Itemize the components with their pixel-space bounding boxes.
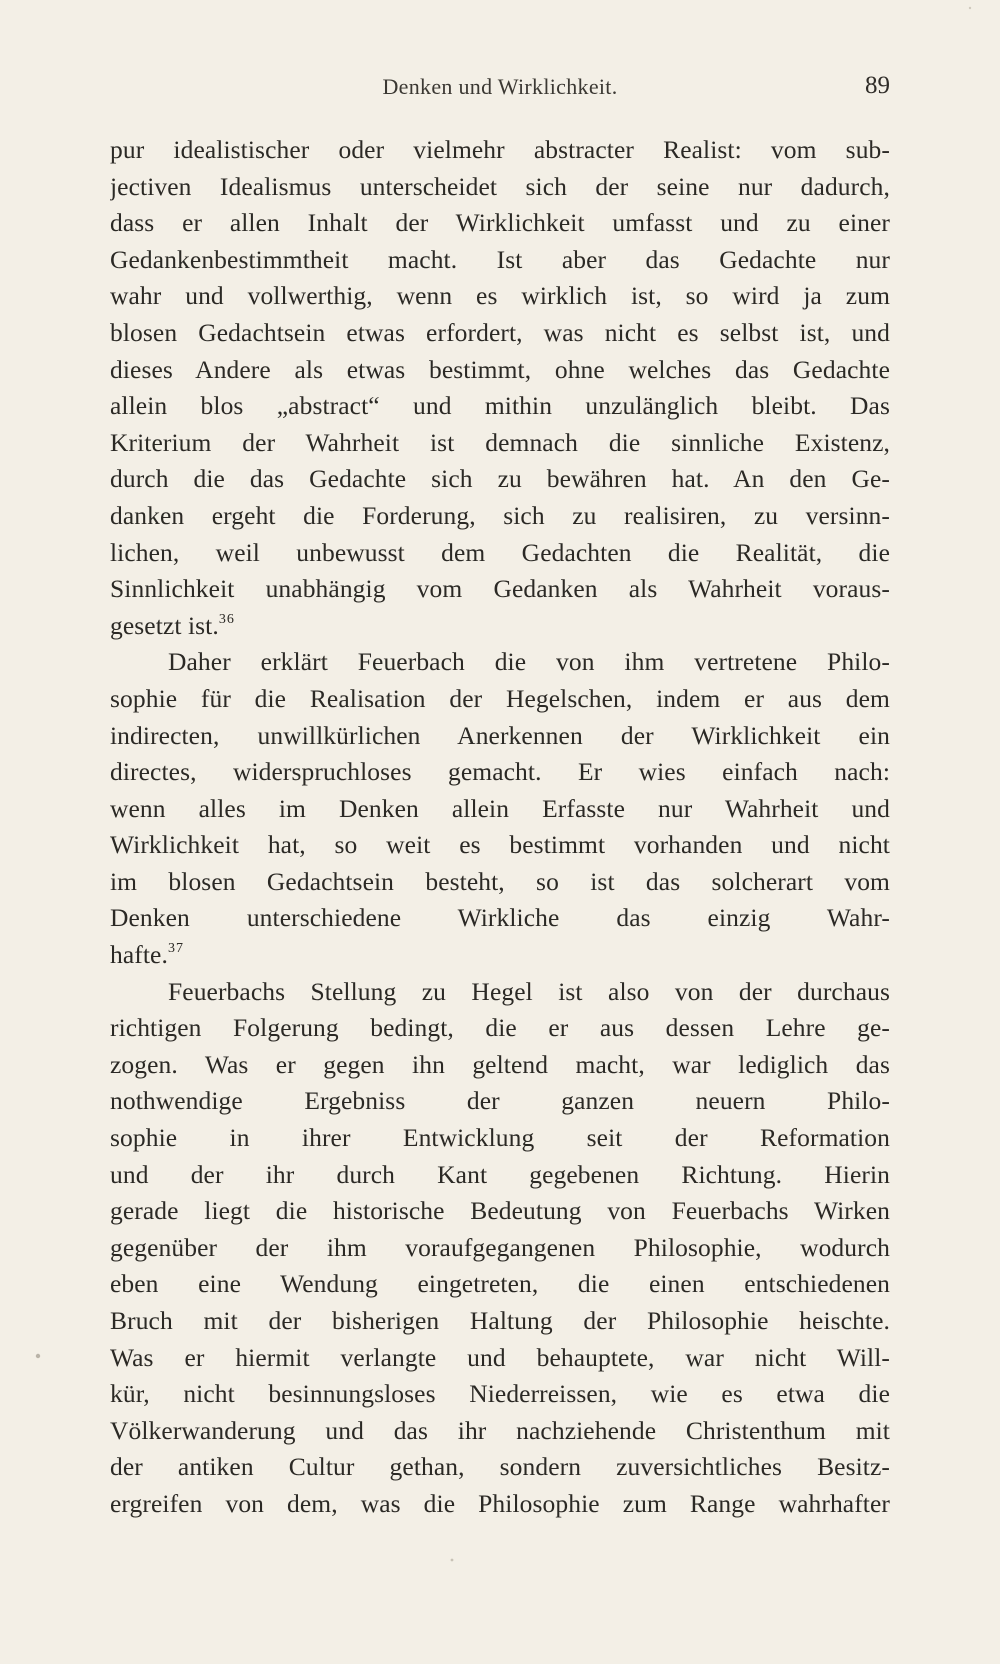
page-number: 89	[865, 72, 890, 99]
text-line: Wirklichkeit hat, so weit es bestimmt vorhanden und nicht	[110, 830, 890, 860]
text-line: Was er hiermit verlangte und behauptete, war nicht Will-	[110, 1342, 890, 1372]
text-line: Denken unterschiedene Wirkliche das einzig Wahr-	[110, 903, 890, 933]
text-line: und der ihr durch Kant gegebenen Richtung. Hierin	[110, 1159, 890, 1189]
text-line: dass er allen Inhalt der Wirklichkeit umfasst und zu einer	[110, 208, 890, 238]
text-line: durch die das Gedachte sich zu bewähren hat. An den Ge-	[110, 464, 890, 494]
text-line-content: hafte.	[110, 940, 168, 970]
text-line: jectiven Idealismus unterscheidet sich der seine nur dadurch,	[110, 171, 890, 201]
text-line: sophie für die Realisation der Hegelschen, indem er aus dem	[110, 683, 890, 713]
body-text	[110, 132, 890, 1523]
text-line: gegenüber der ihm voraufgegangenen Philosophie, wodurch	[110, 1232, 890, 1262]
text-line-paragraph-start: Feuerbachs Stellung zu Hegel ist also von der durchaus	[168, 976, 890, 1006]
text-line: Sinnlichkeit unabhängig vom Gedanken als Wahrheit voraus-	[110, 574, 890, 604]
text-line-paragraph-end	[110, 608, 890, 645]
text-line-content: gesetzt ist.	[110, 610, 219, 640]
text-line-paragraph-start: Daher erklärt Feuerbach die von ihm vertretene Philo-	[168, 647, 890, 677]
text-line: sophie in ihrer Entwicklung seit der Reformation	[110, 1123, 890, 1153]
text-line: indirecten, unwillkürlichen Anerkennen der Wirklichkeit ein	[110, 720, 890, 750]
text-line: Völkerwanderung und das ihr nachziehende Christenthum mit	[110, 1415, 890, 1445]
paper-speck	[36, 1354, 40, 1358]
text-line: der antiken Cultur gethan, sondern zuversichtliches Besitz-	[110, 1452, 890, 1482]
paper-speck	[451, 1559, 454, 1562]
text-line: danken ergeht die Forderung, sich zu realisiren, zu versinn-	[110, 500, 890, 530]
text-line: directes, widerspruchloses gemacht. Er wies einfach nach:	[110, 757, 890, 787]
text-line-paragraph-end	[110, 937, 890, 974]
text-line: im blosen Gedachtsein besteht, so ist das solcherart vom	[110, 866, 890, 896]
text-line: Kriterium der Wahrheit ist demnach die sinnliche Existenz,	[110, 427, 890, 457]
text-line: Gedankenbestimmtheit macht. Ist aber das Gedachte nur	[110, 244, 890, 274]
text-line: eben eine Wendung eingetreten, die einen entschiedenen	[110, 1269, 890, 1299]
text-line: zogen. Was er gegen ihn geltend macht, war lediglich das	[110, 1049, 890, 1079]
footnote-ref-37: 37	[167, 941, 184, 957]
text-line: dieses Andere als etwas bestimmt, ohne welches das Gedachte	[110, 354, 890, 384]
text-line: wenn alles im Denken allein Erfasste nur Wahrheit und	[110, 793, 890, 823]
page-header	[110, 74, 890, 110]
text-line: allein blos „abstract“ und mithin unzulänglich bleibt. Das	[110, 391, 890, 421]
text-line: richtigen Folgerung bedingt, die er aus dessen Lehre ge-	[110, 1013, 890, 1043]
text-line: wahr und vollwerthig, wenn es wirklich ist, so wird ja zum	[110, 281, 890, 311]
text-line: ergreifen von dem, was die Philosophie zum Range wahrhafter	[110, 1488, 890, 1518]
text-line: Bruch mit der bisherigen Haltung der Philosophie heischte.	[110, 1306, 890, 1335]
text-line: pur idealistischer oder vielmehr abstracter Realist: vom sub-	[110, 135, 890, 164]
running-title: Denken und Wirklichkeit.	[382, 74, 618, 99]
text-line: blosen Gedachtsein etwas erfordert, was nicht es selbst ist, und	[110, 317, 890, 347]
footnote-ref-36: 36	[218, 611, 235, 627]
text-line: kür, nicht besinnungsloses Niederreissen, wie es etwa die	[110, 1379, 890, 1409]
text-line: lichen, weil unbewusst dem Gedachten die Realität, die	[110, 537, 890, 567]
text-line: nothwendige Ergebniss der ganzen neuern Philo-	[110, 1086, 890, 1116]
text-line: gerade liegt die historische Bedeutung von Feuerbachs Wirken	[110, 1196, 890, 1226]
paper-speck	[969, 7, 971, 9]
